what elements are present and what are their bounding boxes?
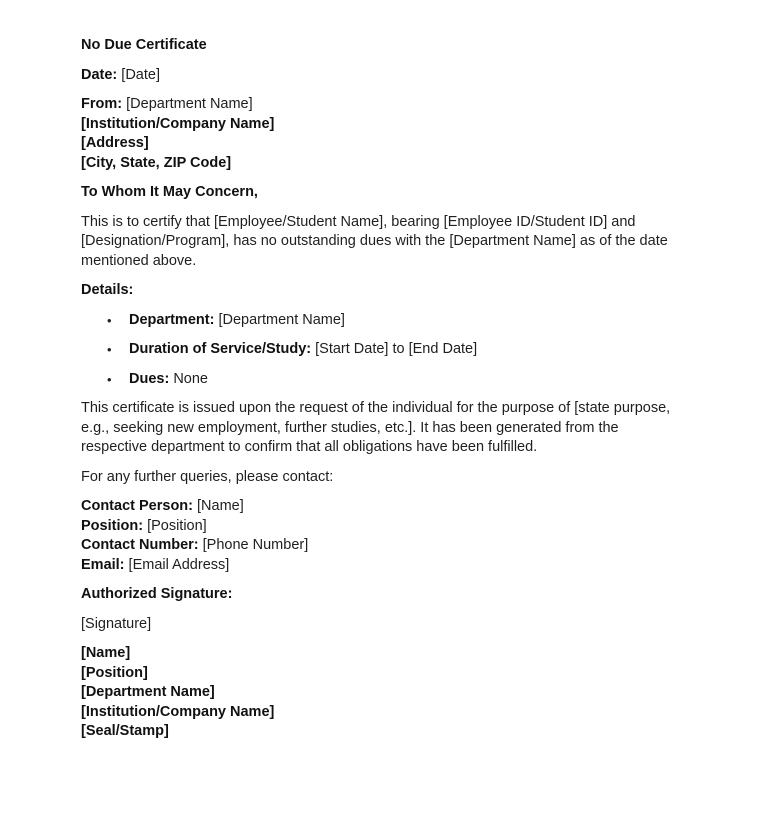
contact-number-value: [Phone Number]: [202, 537, 309, 553]
contact-number-label: Contact Number:: [81, 537, 199, 553]
intro-paragraph: This is to certify that [Employee/Student Name], bearing [Employee ID/Student ID] and [Designation/Program], has no outstanding dues with the [Department Name] as of the date mentioned above.: [81, 213, 668, 269]
purpose-paragraph: This certificate is issued upon the request of the individual for the purpose of [state purpose, e.g., seeking new employment, further studies, etc.]. It has been generated from the respective department to confirm that all obligations have been fulfilled.: [81, 400, 671, 455]
signature-heading: [81, 585, 682, 605]
date-label: Date:: [81, 66, 118, 83]
salutation: [81, 183, 682, 203]
detail-value: None: [173, 370, 208, 387]
signature-block: [81, 644, 682, 742]
detail-value: [Department Name]: [218, 311, 345, 328]
from-label: From:: [81, 96, 123, 112]
list-item: [81, 311, 682, 331]
signer-position: [Position]: [81, 664, 148, 681]
detail-label: Dues:: [129, 370, 170, 387]
detail-label: Duration of Service/Study:: [129, 341, 312, 357]
detail-value: [Start Date] to [End Date]: [315, 341, 478, 357]
seal-stamp: [Seal/Stamp]: [81, 723, 169, 739]
from-block: [81, 95, 682, 173]
signature-heading-text: Authorized Signature:: [81, 586, 233, 602]
bullet-marker: •: [107, 342, 112, 357]
email-label: Email:: [81, 556, 125, 573]
list-item: [81, 340, 682, 360]
date-value: [Date]: [121, 66, 160, 83]
email-value: [Email Address]: [128, 556, 230, 573]
queries-line: For any further queries, please contact:: [81, 468, 334, 485]
signer-name: [Name]: [81, 645, 131, 661]
salutation-text: To Whom It May Concern,: [81, 184, 258, 200]
detail-label: Department:: [129, 311, 215, 328]
details-heading-text: Details:: [81, 282, 134, 298]
document-title: No Due Certificate: [81, 37, 207, 53]
bullet-marker: •: [107, 312, 112, 328]
from-address: [Address]: [81, 135, 149, 151]
list-item: [81, 370, 682, 390]
contact-person-label: Contact Person:: [81, 498, 193, 514]
from-institution: [Institution/Company Name]: [81, 115, 275, 132]
details-heading: [81, 281, 682, 301]
date-line: [81, 66, 682, 86]
from-value: [Department Name]: [126, 96, 253, 112]
signature-placeholder: [Signature]: [81, 615, 152, 632]
signer-department: [Department Name]: [81, 684, 215, 700]
bullet-marker: •: [107, 371, 112, 387]
position-label: Position:: [81, 517, 144, 534]
details-list: [81, 311, 682, 390]
from-city-state-zip: [City, State, ZIP Code]: [81, 154, 232, 171]
contact-person-value: [Name]: [197, 498, 244, 514]
contact-block: [81, 497, 682, 575]
signer-institution: [Institution/Company Name]: [81, 703, 275, 720]
position-value: [Position]: [147, 517, 207, 534]
